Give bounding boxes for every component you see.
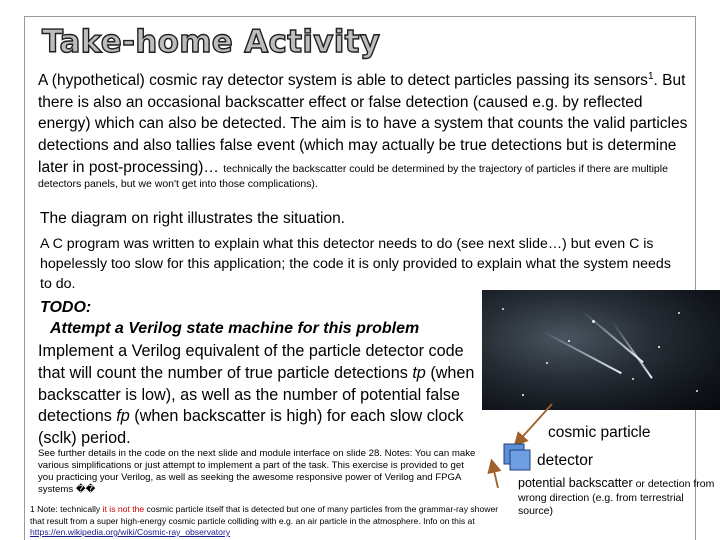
implement-text-a: Implement a Verilog equivalent of the particle detector code that will count the number of true particle detections (38, 342, 464, 382)
implement-text-c: (when backscatter is high) for each slow clock (sclk) period. (38, 407, 464, 448)
star-dot (502, 308, 504, 310)
cosmic-ray-link[interactable]: https://en.wikipedia.org/wiki/Cosmic-ray_observatory (30, 527, 231, 537)
notes-paragraph: See further details in the code on the next slide and module interface on slide 28. Notes: You can make various simplifications or just attempt to implement a part of the task. This exercise is provided to get you practicing your Verilog, as well as seeking the awesome responsive power of Verilog and FPGA systems �� (38, 448, 476, 495)
c-program-note: A C program was written to explain what this detector needs to do (see next slide…) but even C is hopelessly too slow for this application; the code it is only provided to explain what the system needs to do. (40, 236, 671, 292)
star-dot (522, 394, 524, 396)
star-dot (546, 362, 548, 364)
star-dot (632, 378, 634, 380)
detector-label: detector (537, 452, 594, 469)
fp-term: fp (116, 407, 130, 426)
particle-streak (542, 330, 622, 374)
cosmic-ray-image (482, 290, 720, 410)
footnote (30, 504, 510, 539)
todo-heading: TODO: (40, 299, 92, 316)
slide-title: Take-home Activity (42, 24, 381, 60)
intro-paragraph (38, 66, 688, 191)
intro-aside-b: detectors panels, but we won't get into those complications). (38, 178, 318, 191)
implement-text-b: (when backscatter is low), as well as the number of potential false detections (38, 363, 475, 426)
star-dot (696, 390, 698, 392)
cosmic-particle-label: cosmic particle (548, 424, 651, 441)
tp-term: tp (412, 363, 426, 382)
diagram-note: The diagram on right illustrates the situation. (40, 210, 345, 227)
star-dot (568, 340, 570, 342)
cosmic-particle-arrow (516, 404, 552, 444)
footnote-ref: 1 (647, 71, 654, 82)
intro-text-a: A (hypothetical) cosmic ray detector system is able to detect particles passing its sensors (38, 72, 648, 90)
detector-diagram (476, 400, 556, 530)
implement-paragraph (38, 341, 478, 450)
footnote-text-b: cosmic particle itself that is detected but one of many particles from the grammar-ray shower that result from a super high-energy cosmic particle colliding with e.g. an air particle in the atmosphere. Info on this at (30, 504, 499, 526)
star-dot (678, 312, 680, 314)
backscatter-arrow (492, 462, 498, 488)
backscatter-label-rest: or detection from wrong direction (e.g. from terrestrial source) (518, 478, 715, 517)
footnote-text-a: 1 Note: technically (30, 504, 103, 514)
star-dot (658, 346, 660, 348)
detector-panel-front (510, 450, 530, 470)
intro-text-b: . But there is also an occasional backscatter effect or false detection (caused e.g. by reflected energy) which can also be detected. The aim is to have a system that counts the valid particles detections and also tallies false event (which may actually be true detections but is determine later in post-processing)… (38, 72, 688, 176)
intro-aside-a: technically the backscatter could be determined by the trajectory of particles if there are multiple (223, 162, 668, 175)
backscatter-label-main: potential backscatter (518, 476, 633, 490)
footnote-emphasis: it is not the (102, 504, 145, 514)
attempt-line: Attempt a Verilog state machine for this problem (50, 320, 420, 337)
